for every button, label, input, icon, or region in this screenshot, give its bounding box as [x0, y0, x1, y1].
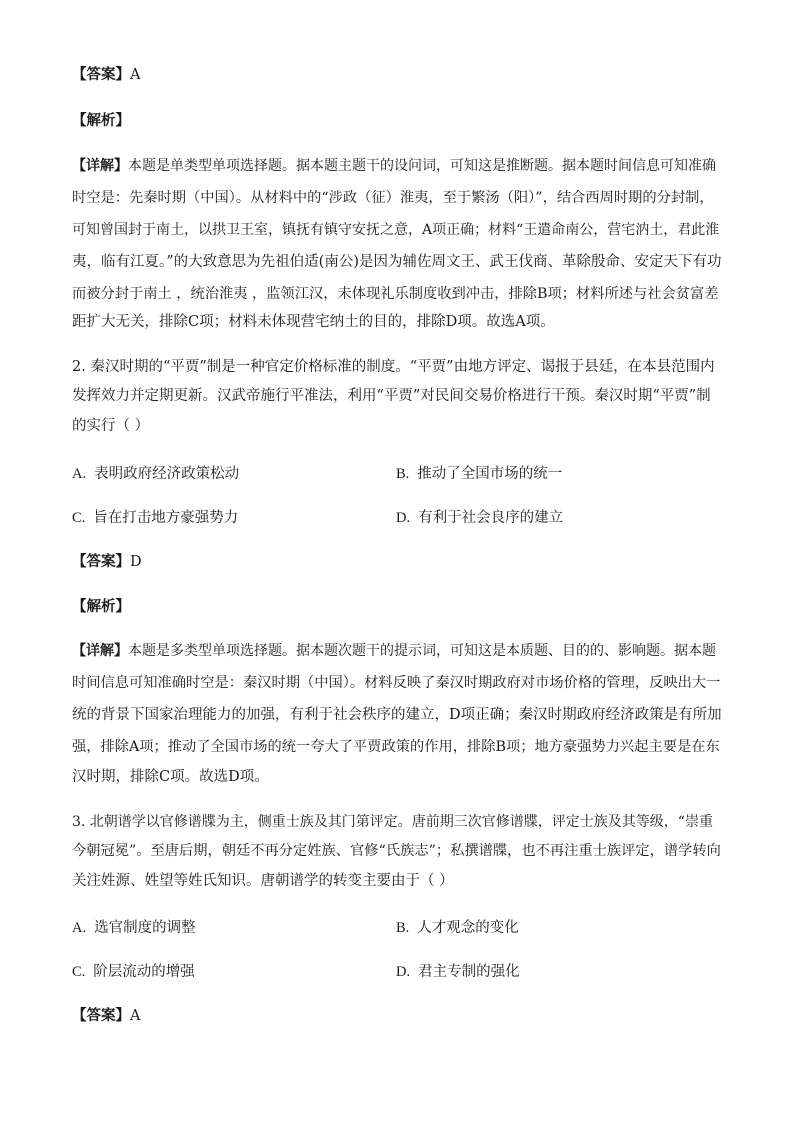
q2-stem-line-1: 2. 秦汉时期的“平贾”制是一种官定价格标准的制度。“平贾”由地方评定、谒报于县廷，在本县范围内: [72, 359, 715, 375]
q1-detail-line-1: [72, 157, 722, 175]
q1-detail-line-3: 可知曾国封于南土，以拱卫王室，镇抚有镇守安抚之意，A项正确；材料“王遣命南公，营宅汭土，君此淮: [72, 222, 720, 238]
q2-option-b[interactable]: B. 推动了全国市场的统一: [396, 466, 563, 482]
analysis-label: 【解析】: [72, 113, 130, 129]
detail-text: 本题是单类型单项选择题。据本题主题干的设问词，可知这是推断题。据本题时间信息可知准确: [128, 158, 716, 174]
answer-label: 【答案】: [72, 67, 130, 83]
q2-answer: [72, 553, 722, 571]
answer-value: A: [130, 67, 141, 83]
q1-detail-line-2: 时空是：先秦时期（中国）。从材料中的“涉政（征）淮夷，至于繁汤（阳）”，结合西周时期的分封制，: [72, 190, 714, 206]
q3-stem-line-1: 3. 北朝谱学以官修谱牒为主，侧重士族及其门第评定。唐前期三次官修谱牒，评定士族及其等级，“崇重: [72, 814, 713, 830]
answer-value: A: [130, 1008, 141, 1024]
q3-option-b[interactable]: B. 人才观念的变化: [396, 920, 519, 936]
analysis-label: 【解析】: [72, 599, 130, 615]
detail-text: 本题是多类型单项选择题。据本题次题干的提示词，可知这是本质题、目的的、影响题。据本题: [128, 643, 716, 659]
q2-detail-line-3: 统的背景下国家治理能力的加强，有利于社会秩序的建立，D项正确；秦汉时期政府经济政策是有所加: [72, 707, 722, 723]
q2-stem-line-3: 的实行（ ）: [72, 418, 150, 434]
detail-label: 【详解】: [72, 643, 128, 659]
q1-detail-line-6: 距扩大无关，排除C项；材料未体现营宅纳土的目的，排除D项。故选A项。: [72, 314, 555, 330]
q2-option-c[interactable]: C. 旨在打击地方豪强势力: [72, 510, 239, 526]
q2-detail-line-1: [72, 642, 722, 660]
answer-label: 【答案】: [72, 1008, 130, 1024]
q3-answer: [72, 1007, 722, 1025]
q1-detail-line-5: 而被分封于南土 ，统治淮夷 ，监领江汉，未体现礼乐制度收到冲击，排除B项；材料所述与社会贫富差: [72, 286, 719, 302]
q2-analysis-heading: [72, 598, 722, 616]
q3-stem-line-3: 关注姓源、姓望等姓氏知识。唐朝谱学的转变主要由于（ ）: [72, 873, 454, 889]
q2-detail-line-2: 时间信息可知准确时空是：秦汉时期（中国）。材料反映了秦汉时期政府对市场价格的管理，反映出大一: [72, 675, 721, 691]
q3-option-c[interactable]: C. 阶层流动的增强: [72, 964, 195, 980]
detail-label: 【详解】: [72, 158, 128, 174]
q1-detail-line-4: 夷，临有江夏。”的大致意思为先祖伯适(南公)是因为辅佐周文王、武王伐商、革除殷命、安定天下有功: [72, 254, 722, 270]
q2-stem-line-2: 发挥效力并定期更新。汉武帝施行平准法，利用“平贾”对民间交易价格进行干预。秦汉时期“平贾”制: [72, 388, 711, 404]
q3-option-d[interactable]: D. 君主专制的强化: [396, 964, 520, 980]
q2-option-a[interactable]: A. 表明政府经济政策松动: [72, 466, 240, 482]
q2-detail-line-5: 汉时期，排除C项。故选D项。: [72, 769, 269, 785]
q3-stem-line-2: 今朝冠冕”。至唐后期，朝廷不再分定姓族、官修“氏族志”；私撰谱牒，也不再注重士族评定，谱学转向: [72, 843, 721, 859]
q2-detail-line-4: 强，排除A项；推动了全国市场的统一夸大了平贾政策的作用，排除B项；地方豪强势力兴起主要是在东: [72, 739, 720, 755]
answer-value: D: [130, 554, 142, 570]
answer-label: 【答案】: [72, 554, 130, 570]
q1-answer: [72, 66, 722, 84]
q1-analysis-heading: [72, 112, 722, 130]
q2-option-d[interactable]: D. 有利于社会良序的建立: [396, 510, 564, 526]
q3-option-a[interactable]: A. 选官制度的调整: [72, 920, 196, 936]
